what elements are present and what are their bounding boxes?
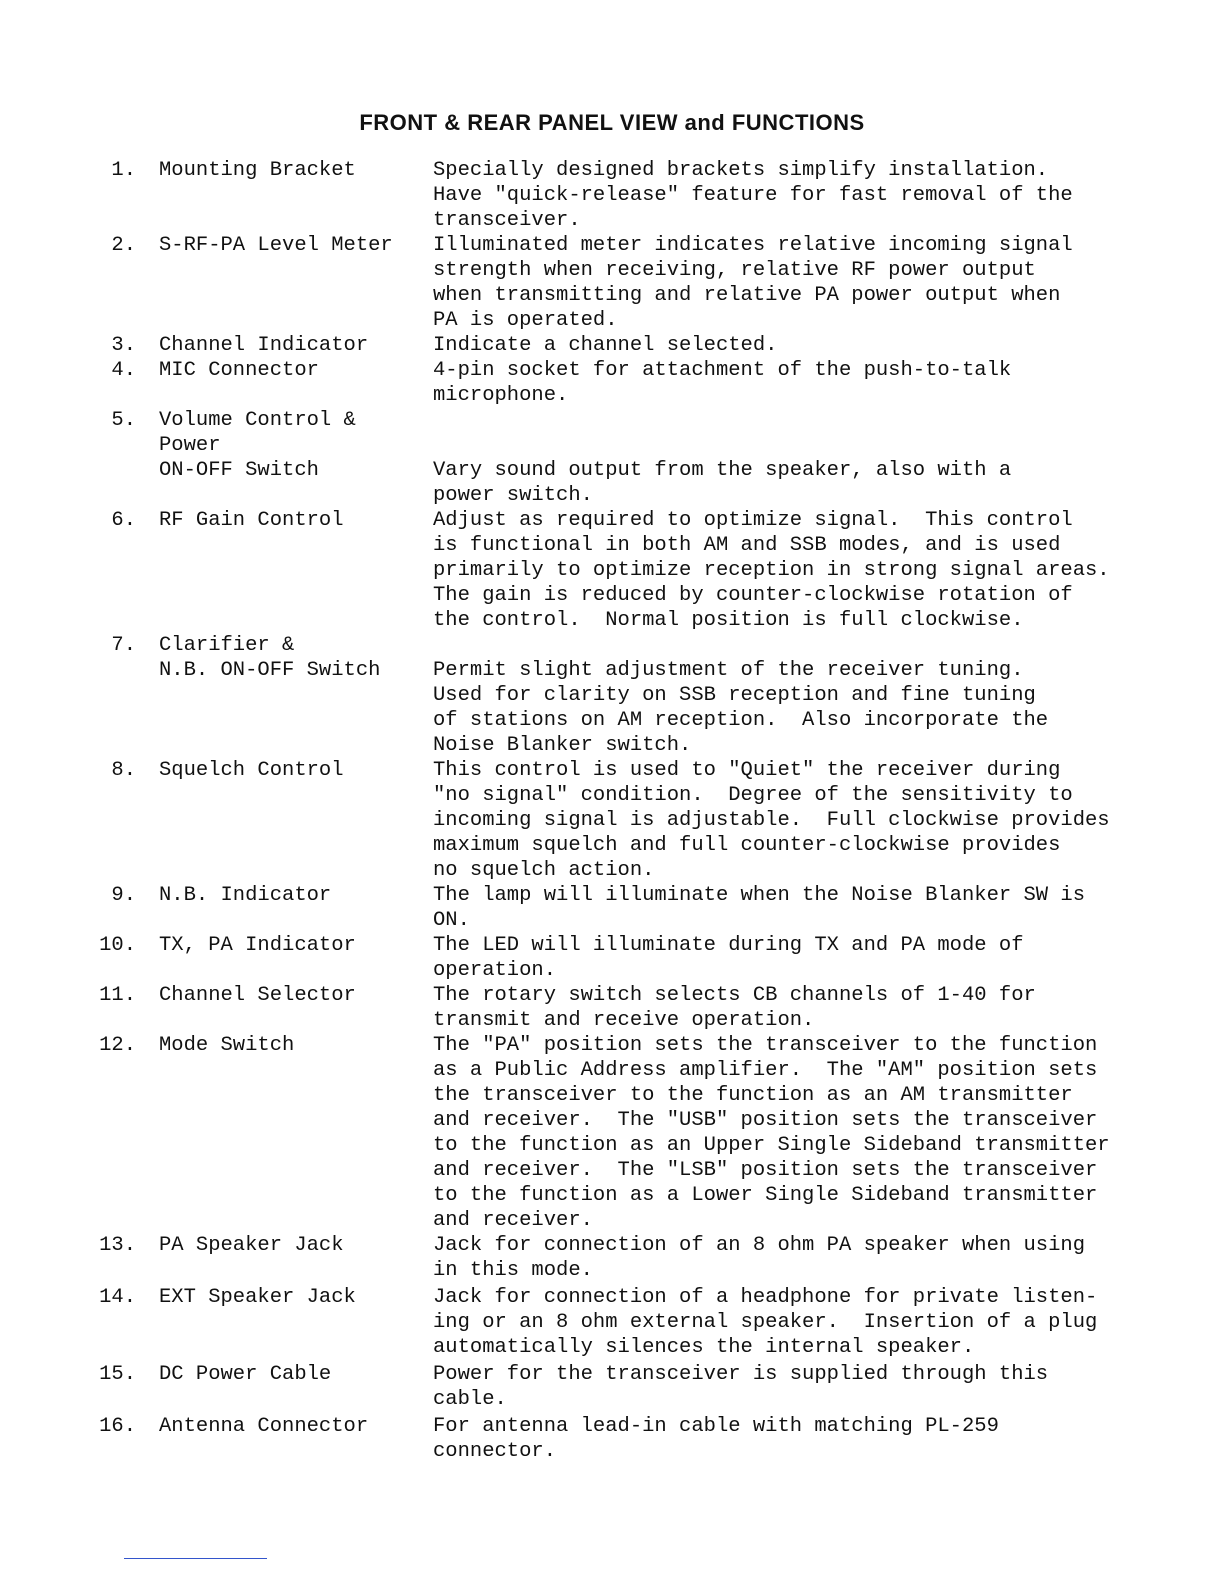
item-description-line: Illuminated meter indicates relative incoming signal bbox=[433, 234, 1073, 257]
item-label-line: Antenna Connector bbox=[159, 1415, 369, 1438]
list-item bbox=[0, 1285, 1224, 1362]
item-description bbox=[433, 933, 1223, 983]
item-number: 12. bbox=[99, 1034, 136, 1057]
item-label bbox=[159, 1414, 424, 1439]
item-label-line: TX, PA Indicator bbox=[159, 934, 356, 957]
item-description-line: For antenna lead-in cable with matching PL-259 bbox=[433, 1415, 999, 1438]
item-description-line: ON. bbox=[433, 909, 470, 932]
item-number: 9. bbox=[111, 884, 136, 907]
list-item bbox=[0, 1033, 1224, 1233]
item-description bbox=[433, 508, 1223, 633]
item-label-line: Volume Control & bbox=[159, 409, 356, 432]
item-number: 4. bbox=[111, 359, 136, 382]
item-description-line: of stations on AM reception. Also incorporate the bbox=[433, 709, 1049, 732]
item-description-line: in this mode. bbox=[433, 1259, 593, 1282]
item-label bbox=[159, 1233, 424, 1258]
item-description-line: Jack for connection of an 8 ohm PA speaker when using bbox=[433, 1234, 1086, 1257]
item-description-line: microphone. bbox=[433, 384, 569, 407]
list-item bbox=[0, 1362, 1224, 1414]
item-description-line: strength when receiving, relative RF power output bbox=[433, 259, 1036, 282]
list-item bbox=[0, 158, 1224, 233]
item-description-line: Vary sound output from the speaker, also with a bbox=[433, 459, 1012, 482]
item-description bbox=[433, 1033, 1223, 1233]
item-label-line: N.B. Indicator bbox=[159, 884, 332, 907]
item-description-line: when transmitting and relative PA power output when bbox=[433, 284, 1061, 307]
list-item bbox=[0, 933, 1224, 983]
list-item bbox=[0, 333, 1224, 358]
item-description-line: and receiver. The "USB" position sets the transceiver bbox=[433, 1109, 1098, 1132]
item-label bbox=[159, 158, 424, 183]
item-label-line: MIC Connector bbox=[159, 359, 319, 382]
footer-rule bbox=[124, 1558, 267, 1559]
item-label-line: Channel Selector bbox=[159, 984, 356, 1007]
item-label-line: RF Gain Control bbox=[159, 509, 344, 532]
item-label-line: N.B. ON-OFF Switch bbox=[159, 659, 381, 682]
item-description-line: Specially designed brackets simplify installation. bbox=[433, 159, 1049, 182]
item-description-line: Jack for connection of a headphone for private listen- bbox=[433, 1286, 1098, 1309]
item-description-line: Adjust as required to optimize signal. This control bbox=[433, 509, 1073, 532]
item-description bbox=[433, 1233, 1223, 1283]
item-label bbox=[159, 758, 424, 783]
list-item bbox=[0, 1414, 1224, 1466]
list-item bbox=[0, 983, 1224, 1033]
item-description-line: as a Public Address amplifier. The "AM" position sets bbox=[433, 1059, 1098, 1082]
list-item bbox=[0, 408, 1224, 508]
item-description-line: Indicate a channel selected. bbox=[433, 334, 778, 357]
item-description-line: ing or an 8 ohm external speaker. Insertion of a plug bbox=[433, 1311, 1098, 1334]
item-label bbox=[159, 1362, 424, 1387]
item-description bbox=[433, 758, 1223, 883]
item-description-line: Noise Blanker switch. bbox=[433, 734, 692, 757]
item-description-line: transmit and receive operation. bbox=[433, 1009, 815, 1032]
item-label-line: Power bbox=[159, 434, 221, 457]
list-item bbox=[0, 758, 1224, 883]
item-label bbox=[159, 358, 424, 383]
list-item bbox=[0, 358, 1224, 408]
item-description bbox=[433, 883, 1223, 933]
item-description-line: maximum squelch and full counter-clockwise provides bbox=[433, 834, 1061, 857]
item-description-line: connector. bbox=[433, 1440, 557, 1463]
item-description-line: primarily to optimize reception in strong signal areas. bbox=[433, 559, 1110, 582]
item-label bbox=[159, 333, 424, 358]
item-description-line: no squelch action. bbox=[433, 859, 655, 882]
item-description bbox=[433, 1414, 1223, 1464]
item-description bbox=[433, 158, 1223, 233]
item-description-line: the control. Normal position is full clockwise. bbox=[433, 609, 1024, 632]
item-label bbox=[159, 933, 424, 958]
item-description-line: to the function as an Upper Single Sideband transmitter bbox=[433, 1134, 1110, 1157]
item-description-line: The rotary switch selects CB channels of 1-40 for bbox=[433, 984, 1036, 1007]
item-description-line: transceiver. bbox=[433, 209, 581, 232]
item-description-line: Used for clarity on SSB reception and fine tuning bbox=[433, 684, 1036, 707]
item-description-line: This control is used to "Quiet" the receiver during bbox=[433, 759, 1061, 782]
item-description-line: to the function as a Lower Single Sideband transmitter bbox=[433, 1184, 1098, 1207]
item-description bbox=[433, 983, 1223, 1033]
item-description bbox=[433, 358, 1223, 408]
item-description-line: and receiver. bbox=[433, 1209, 593, 1232]
item-label-line: S-RF-PA Level Meter bbox=[159, 234, 393, 257]
item-description-line: The gain is reduced by counter-clockwise rotation of bbox=[433, 584, 1073, 607]
item-description-line: and receiver. The "LSB" position sets the transceiver bbox=[433, 1159, 1098, 1182]
item-label bbox=[159, 408, 424, 483]
item-description-line: Have "quick-release" feature for fast removal of the bbox=[433, 184, 1073, 207]
item-description-line: automatically silences the internal speaker. bbox=[433, 1336, 975, 1359]
item-description-line: "no signal" condition. Degree of the sensitivity to bbox=[433, 784, 1073, 807]
item-description-line: the transceiver to the function as an AM transmitter bbox=[433, 1084, 1073, 1107]
function-list bbox=[0, 158, 1224, 1466]
item-description-line bbox=[433, 633, 1223, 658]
item-label-line: ON-OFF Switch bbox=[159, 459, 319, 482]
page-title: FRONT & REAR PANEL VIEW and FUNCTIONS bbox=[359, 110, 865, 135]
item-description bbox=[433, 408, 1223, 508]
item-label-line: DC Power Cable bbox=[159, 1363, 332, 1386]
item-label-line: Mode Switch bbox=[159, 1034, 295, 1057]
item-description-line: Power for the transceiver is supplied through this bbox=[433, 1363, 1049, 1386]
item-label-line: EXT Speaker Jack bbox=[159, 1286, 356, 1309]
item-label bbox=[159, 233, 424, 258]
item-label-line: Squelch Control bbox=[159, 759, 344, 782]
item-number: 2. bbox=[111, 234, 136, 257]
item-label bbox=[159, 1285, 424, 1310]
item-description-line bbox=[433, 408, 1223, 433]
item-number: 5. bbox=[111, 409, 136, 432]
item-label bbox=[159, 983, 424, 1008]
item-description-line: operation. bbox=[433, 959, 557, 982]
item-description-line: The LED will illuminate during TX and PA mode of bbox=[433, 934, 1024, 957]
item-number: 16. bbox=[99, 1415, 136, 1438]
item-description bbox=[433, 1362, 1223, 1412]
item-label bbox=[159, 883, 424, 908]
item-label-line: PA Speaker Jack bbox=[159, 1234, 344, 1257]
item-description-line: cable. bbox=[433, 1388, 507, 1411]
item-number: 14. bbox=[99, 1286, 136, 1309]
item-number: 7. bbox=[111, 634, 136, 657]
item-description-line: incoming signal is adjustable. Full clockwise provides bbox=[433, 809, 1110, 832]
list-item bbox=[0, 233, 1224, 333]
item-number: 11. bbox=[99, 984, 136, 1007]
item-label-line: Channel Indicator bbox=[159, 334, 369, 357]
item-description-line: power switch. bbox=[433, 484, 593, 507]
list-item bbox=[0, 883, 1224, 933]
item-number: 6. bbox=[111, 509, 136, 532]
list-item bbox=[0, 508, 1224, 633]
item-description bbox=[433, 233, 1223, 333]
item-label bbox=[159, 508, 424, 533]
item-description bbox=[433, 633, 1223, 758]
item-description-line bbox=[433, 433, 1223, 458]
item-label-line: Clarifier & bbox=[159, 634, 295, 657]
item-label bbox=[159, 1033, 424, 1058]
list-item bbox=[0, 1233, 1224, 1285]
item-description-line: The "PA" position sets the transceiver to the function bbox=[433, 1034, 1098, 1057]
list-item bbox=[0, 633, 1224, 758]
item-number: 1. bbox=[111, 159, 136, 182]
item-number: 13. bbox=[99, 1234, 136, 1257]
item-description-line: PA is operated. bbox=[433, 309, 618, 332]
item-description-line: The lamp will illuminate when the Noise Blanker SW is bbox=[433, 884, 1086, 907]
item-number: 15. bbox=[99, 1363, 136, 1386]
item-number: 8. bbox=[111, 759, 136, 782]
item-description-line: Permit slight adjustment of the receiver tuning. bbox=[433, 659, 1024, 682]
item-description-line: 4-pin socket for attachment of the push-to-talk bbox=[433, 359, 1012, 382]
item-label-line: Mounting Bracket bbox=[159, 159, 356, 182]
item-description bbox=[433, 333, 1223, 358]
item-label bbox=[159, 633, 424, 683]
item-number: 3. bbox=[111, 334, 136, 357]
item-number: 10. bbox=[99, 934, 136, 957]
item-description bbox=[433, 1285, 1223, 1360]
item-description-line: is functional in both AM and SSB modes, and is used bbox=[433, 534, 1061, 557]
